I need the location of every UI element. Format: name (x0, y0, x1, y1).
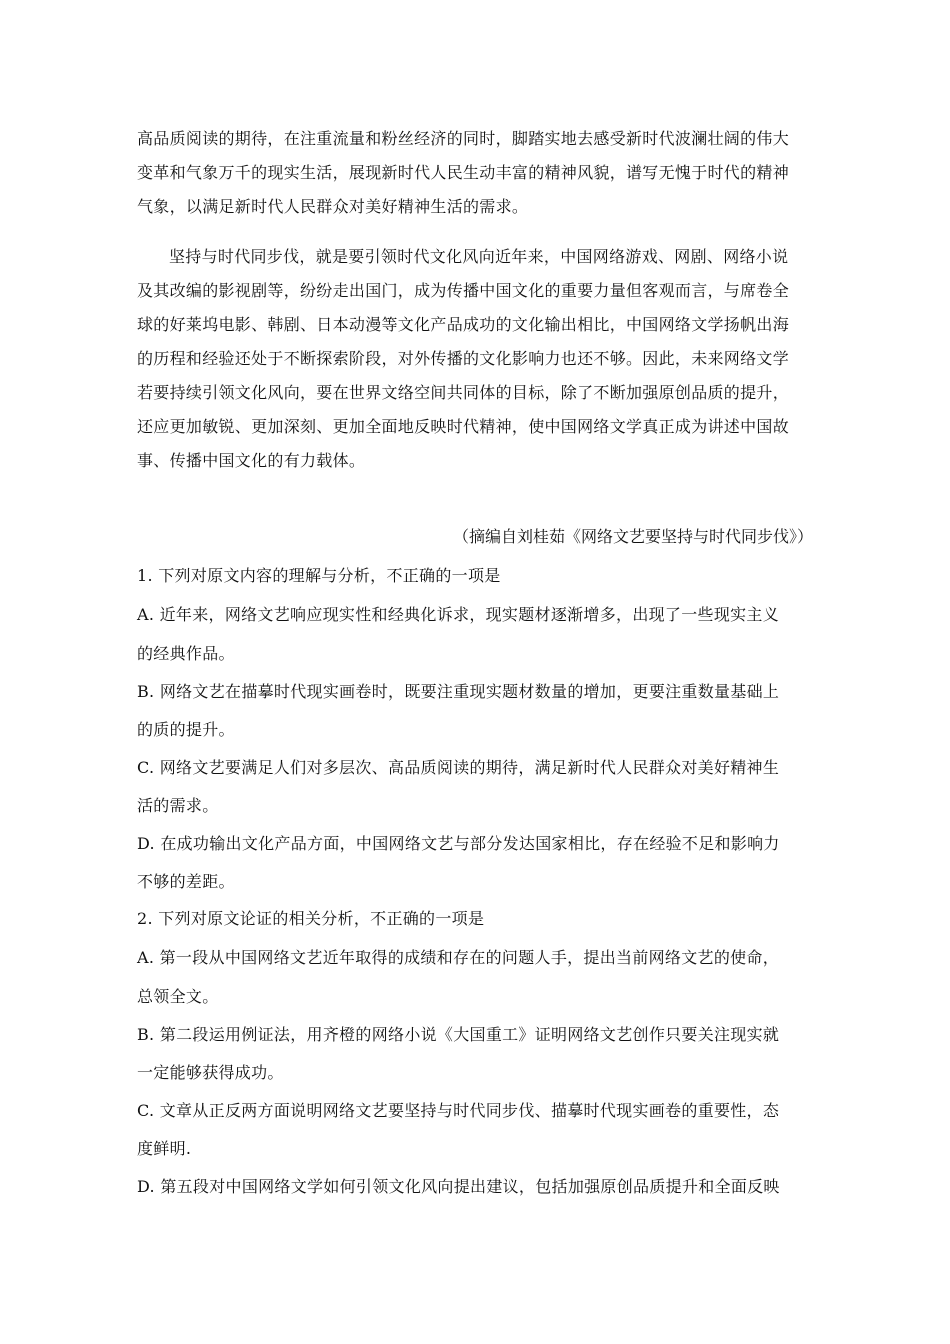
paragraph-1 (137, 122, 817, 224)
text-line: 还应更加敏锐、更加深刻、更加全面地反映时代精神，使中国网络文学真正成为讲述中国故 (137, 417, 790, 436)
question-1-option-b: B. 网络文艺在描摹时代现实画卷时，既要注重现实题材数量的增加，更要注重数量基础上 (137, 682, 780, 701)
question-1-option-c: C. 网络文艺要满足人们对多层次、高品质阅读的期待，满足新时代人民群众对美好精神生 (137, 758, 780, 777)
text-line: 坚持与时代同步伐，就是要引领时代文化风向近年来，中国网络游戏、网剧、网络小说 (169, 247, 789, 266)
question-1-option-b-cont: 的质的提升。 (137, 720, 235, 739)
questions (137, 558, 817, 1206)
citation: （摘编自刘桂茹《网络文艺要坚持与时代同步伐》） (452, 527, 813, 546)
text-line: 事、传播中国文化的有力载体。 (137, 451, 366, 470)
text-line: 变革和气象万千的现实生活，展现新时代人民生动丰富的精神风貌，谱写无愧于时代的精神 (137, 163, 790, 182)
question-1-option-a-cont: 的经典作品。 (137, 644, 235, 663)
question-2-option-a-cont: 总领全文。 (137, 987, 219, 1006)
question-2-option-d: D. 第五段对中国网络文学如何引领文化风向提出建议，包括加强原创品质提升和全面反映 (137, 1177, 780, 1196)
question-2-option-a: A. 第一段从中国网络文艺近年取得的成绩和存在的问题人手，提出当前网络文艺的使命， (137, 948, 780, 967)
paragraph-2 (137, 240, 817, 478)
question-2-option-b-cont: 一定能够获得成功。 (137, 1063, 284, 1082)
text-line: 的历程和经验还处于不断探索阶段，对外传播的文化影响力也还不够。因此，未来网络文学 (137, 349, 790, 368)
text-line: 高品质阅读的期待，在注重流量和粉丝经济的同时，脚踏实地去感受新时代波澜壮阔的伟大 (137, 129, 790, 148)
question-2-option-b: B. 第二段运用例证法，用齐橙的网络小说《大国重工》证明网络文艺创作只要关注现实就 (137, 1025, 780, 1044)
question-2-stem: 2. 下列对原文论证的相关分析，不正确的一项是 (137, 909, 485, 928)
text-line: 球的好莱坞电影、韩剧、日本动漫等文化产品成功的文化输出相比，中国网络文学扬帆出海 (137, 315, 790, 334)
question-2-option-c-cont: 度鲜明. (137, 1139, 192, 1158)
text-line: 若要持续引领文化风向，要在世界文络空间共同体的目标，除了不断加强原创品质的提升， (137, 383, 790, 402)
text-line: 气象，以满足新时代人民群众对美好精神生活的需求。 (137, 197, 529, 216)
question-1-stem: 1. 下列对原文内容的理解与分析，不正确的一项是 (137, 566, 501, 585)
question-1-option-c-cont: 活的需求。 (137, 796, 219, 815)
question-1-option-a: A. 近年来，网络文艺响应现实性和经典化诉求，现实题材逐渐增多，出现了一些现实主义 (137, 605, 780, 624)
question-1-option-d-cont: 不够的差距。 (137, 872, 235, 891)
question-1-option-d: D. 在成功输出文化产品方面，中国网络文艺与部分发达国家相比，存在经验不足和影响力 (137, 834, 780, 853)
question-2-option-c: C. 文章从正反两方面说明网络文艺要坚持与时代同步伐、描摹时代现实画卷的重要性，态 (137, 1101, 780, 1120)
text-line: 及其改编的影视剧等，纷纷走出国门，成为传播中国文化的重要力量但客观而言，与席卷全 (137, 281, 790, 300)
